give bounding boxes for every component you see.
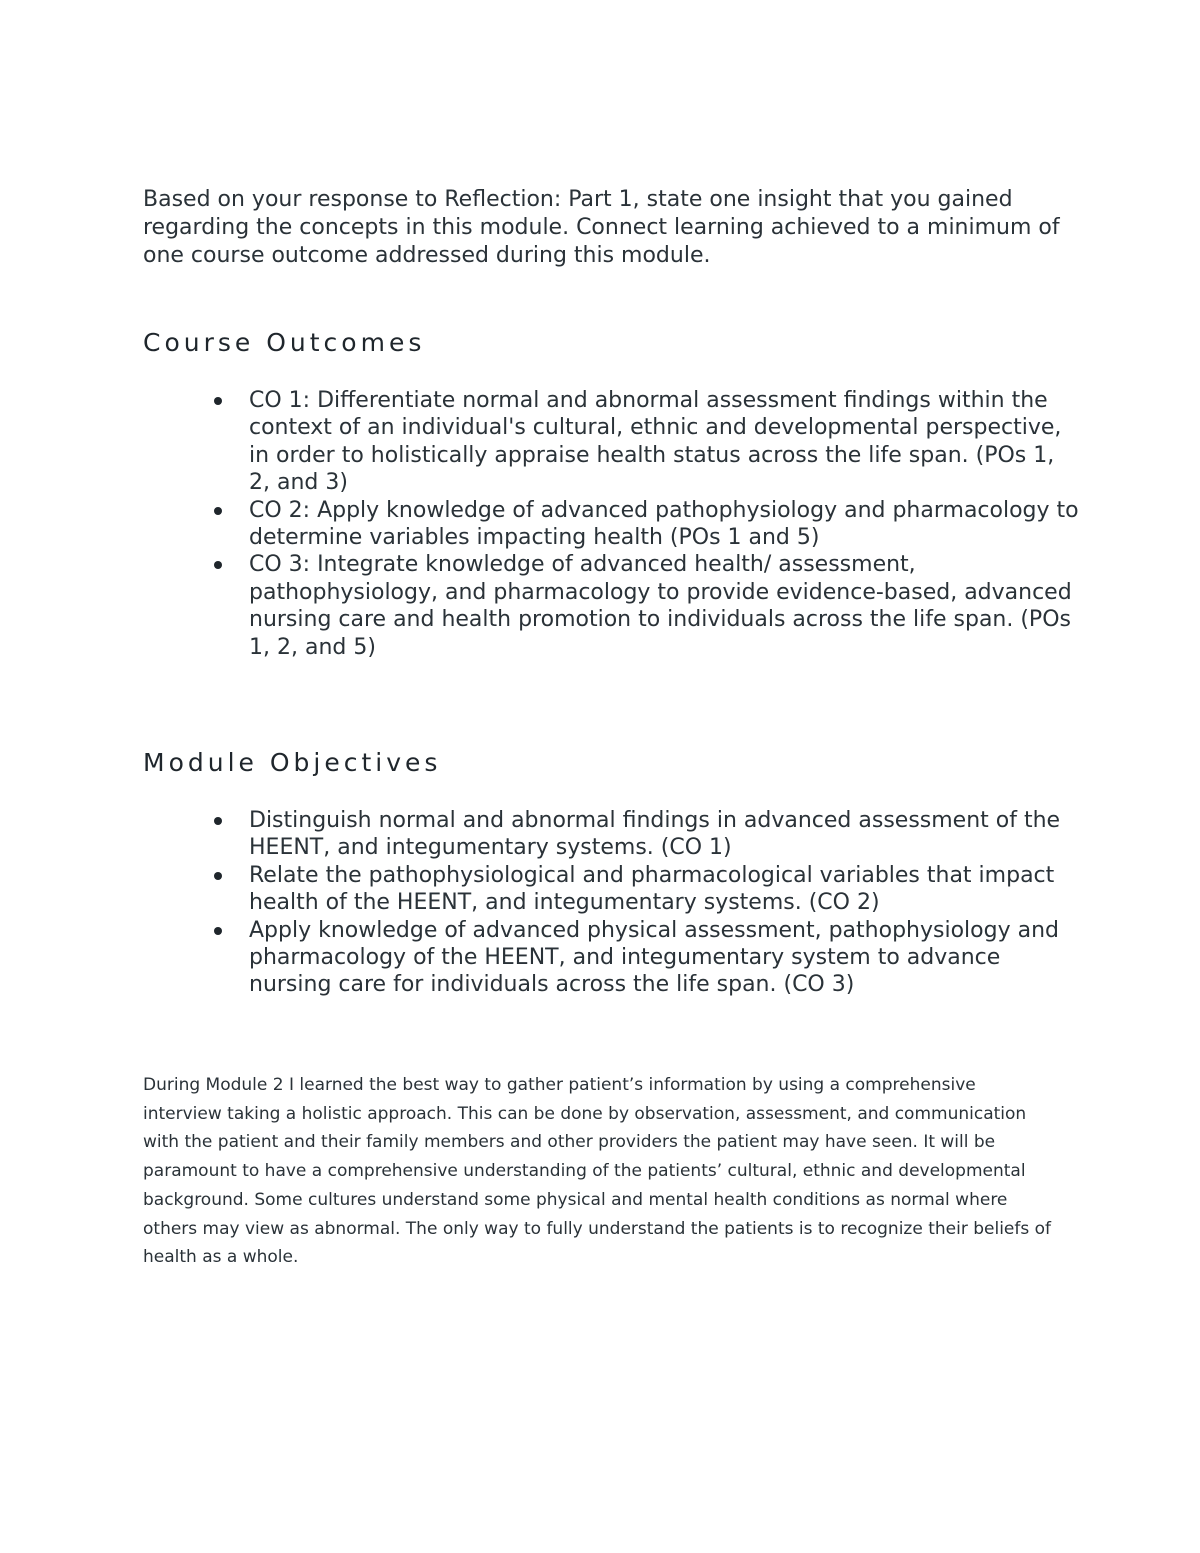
course-outcome-item: CO 1: Differentiate normal and abnormal assessment findings within the context of an individual's cultural, ethnic and developmental perspective, in order to holistically appraise health status across the life span. (POs 1, 2, and 3) [249,387,1079,497]
module-objectives-heading: Module Objectives [143,748,442,777]
module-objective-item: Apply knowledge of advanced physical assessment, pathophysiology and pharmacology of the HEENT, and integumentary system to advance nursing care for individuals across the life span. (CO 3) [249,917,1079,999]
module-objective-item: Relate the pathophysiological and pharmacological variables that impact health of the HEENT, and integumentary systems. (CO 2) [249,862,1079,917]
reflection-prompt: Based on your response to Reflection: Part 1, state one insight that you gained regarding the concepts in this module. Connect learning achieved to a minimum of one course outcome addressed during this module. [143,187,1060,268]
course-outcome-item: CO 3: Integrate knowledge of advanced health/ assessment, pathophysiology, and pharmacology to provide evidence-based, advanced nursing care and health promotion to individuals across the life span. (POs 1, 2, and 5) [249,551,1079,661]
module-objectives-list [249,807,1079,999]
module-objective-item: Distinguish normal and abnormal findings in advanced assessment of the HEENT, and integumentary systems. (CO 1) [249,807,1079,862]
course-outcome-item: CO 2: Apply knowledge of advanced pathophysiology and pharmacology to determine variables impacting health (POs 1 and 5) [249,497,1079,551]
course-outcomes-heading: Course Outcomes [143,328,426,357]
course-outcomes-list [249,387,1079,661]
reflection-response: During Module 2 I learned the best way to gather patient’s information by using a comprehensive interview taking a holistic approach. This can be done by observation, assessment, and communication with the patient and their family members and other providers the patient may have seen. It will be paramount to have a comprehensive understanding of the patients’ cultural, ethnic and developmental background. Some cultures understand some physical and mental health conditions as normal where others may view as abnormal. The only way to fully understand the patients is to recognize their beliefs of health as a whole. [143,1075,1052,1268]
